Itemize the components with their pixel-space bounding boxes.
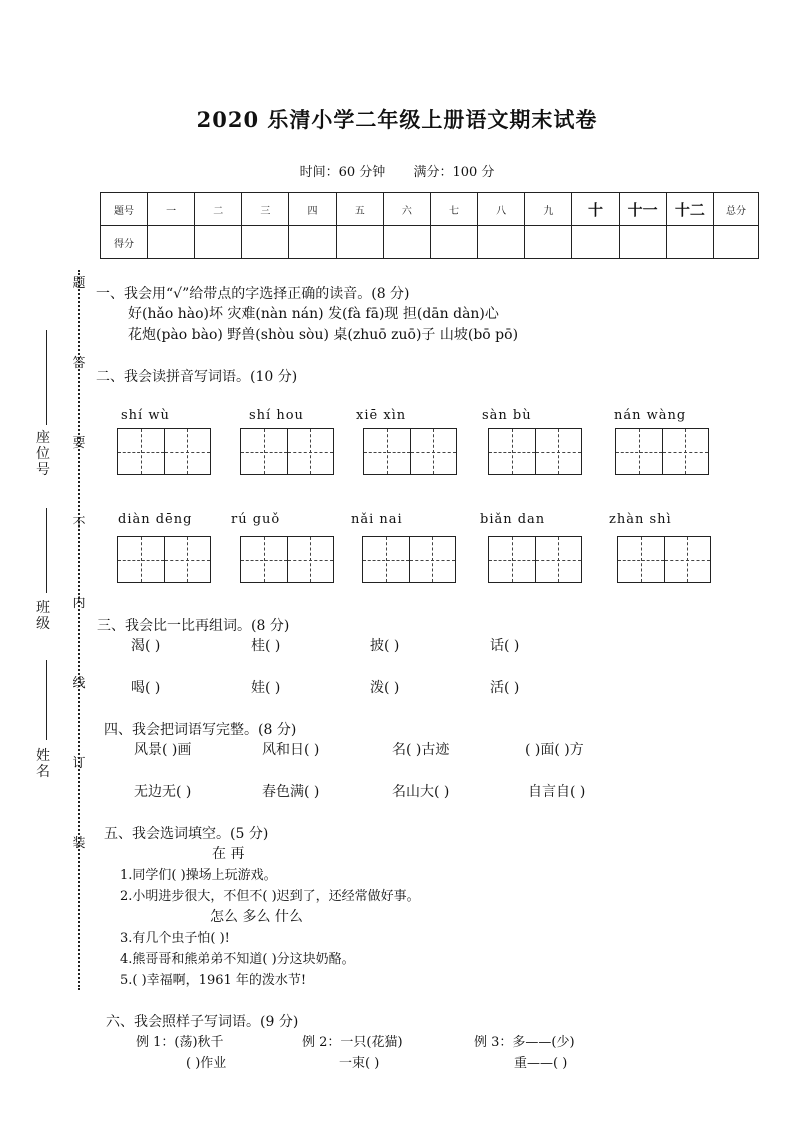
header-cell: 九 [525,193,572,226]
word-blank[interactable]: 泼( ) [370,680,400,696]
score-cell[interactable] [383,226,430,259]
binding-char: 题 [72,276,86,291]
section-3-heading: 三、我会比一比再组词。(8 分) [97,618,290,634]
binding-char: 内 [72,596,86,611]
writing-grid[interactable] [117,536,211,583]
header-cell: 十二 [666,193,713,226]
header-cell: 一 [148,193,195,226]
fill-item[interactable]: 1.同学们( )操场上玩游戏。 [120,868,277,883]
seat-number-label: 座位号 [36,430,54,478]
pinyin-label: nǎi nai [351,512,403,527]
binding-dotted-line [78,270,80,990]
section-6-heading: 六、我会照样子写词语。(9 分) [106,1014,299,1030]
header-cell: 十一 [619,193,666,226]
writing-grid[interactable] [117,428,211,475]
score-row-label: 得分 [101,226,148,259]
binding-char: 装 [72,836,86,851]
header-cell: 五 [336,193,383,226]
name-underline [46,660,47,740]
pinyin-label: sàn bù [482,408,532,423]
binding-char: 不 [72,516,86,531]
header-cell: 三 [242,193,289,226]
score-table-score-row [101,226,759,259]
idiom-blank[interactable]: ( )面( )方 [525,742,584,758]
writing-grid[interactable] [363,428,457,475]
score-cell[interactable] [666,226,713,259]
writing-grid[interactable] [488,428,582,475]
idiom-blank[interactable]: 自言自( ) [528,784,586,800]
word-blank[interactable]: 活( ) [490,680,520,696]
score-cell[interactable] [242,226,289,259]
idiom-blank[interactable]: 名( )古迹 [392,742,450,758]
score-cell[interactable] [525,226,572,259]
binding-char: 线 [72,676,86,691]
binding-char: 要 [72,436,86,451]
answer-blank[interactable]: 重——( ) [514,1056,568,1071]
writing-grid[interactable] [362,536,456,583]
header-cell: 八 [478,193,525,226]
fill-item[interactable]: 4.熊哥哥和熊弟弟不知道( )分这块奶酪。 [120,952,355,967]
header-cell: 六 [383,193,430,226]
pinyin-label: shí wù [121,408,170,423]
idiom-blank[interactable]: 名山大( ) [392,784,450,800]
writing-grid[interactable] [488,536,582,583]
score-cell[interactable] [572,226,619,259]
word-blank[interactable]: 渴( ) [131,638,161,654]
writing-grid[interactable] [615,428,709,475]
word-blank[interactable]: 桂( ) [251,638,281,654]
exam-info [0,161,794,180]
example-item: 例 2：一只(花猫) [302,1035,403,1050]
word-blank[interactable]: 娃( ) [251,680,281,696]
score-cell[interactable] [336,226,383,259]
example-item: 例 3：多——(少) [474,1035,575,1050]
class-underline [46,508,47,593]
pinyin-label: diàn dēng [118,512,193,527]
page-title: 2020 乐清小学二年级上册语文期末试卷 [196,107,598,132]
writing-grid[interactable] [240,428,334,475]
score-cell[interactable] [289,226,336,259]
section-4-heading: 四、我会把词语写完整。(8 分) [104,722,297,738]
answer-blank[interactable]: ( )作业 [186,1056,227,1071]
pinyin-label: rú guǒ [231,512,281,527]
score-cell[interactable] [430,226,477,259]
fill-item[interactable]: 5.( )幸福啊，1961 年的泼水节! [120,973,307,988]
word-blank[interactable]: 话( ) [490,638,520,654]
section-1-heading: 一、我会用“√”给带点的字选择正确的读音。(8 分) [96,286,410,302]
fill-item[interactable]: 2.小明进步很大，不但不( )迟到了，还经常做好事。 [120,889,420,904]
header-cell: 七 [430,193,477,226]
pinyin-label: shí hou [249,408,304,423]
score-table [100,192,759,259]
pinyin-label: zhàn shì [609,512,672,527]
section-2-heading: 二、我会读拼音写词语。(10 分) [96,369,298,385]
score-cell[interactable] [619,226,666,259]
idiom-blank[interactable]: 风和日( ) [262,742,320,758]
seat-underline [46,330,47,425]
binding-char: 答 [72,356,86,371]
pinyin-label: nán wàng [614,408,687,423]
name-label: 姓名 [36,748,54,780]
binding-char: 订 [72,756,86,771]
word-blank[interactable]: 喝( ) [131,680,161,696]
header-cell: 四 [289,193,336,226]
score-cell[interactable] [478,226,525,259]
header-cell: 二 [195,193,242,226]
writing-grid[interactable] [617,536,711,583]
section-1-line-1: 好(hǎo hào)坏 灾难(nàn nán) 发(fà fā)现 担(dān dàn)心 [128,306,499,322]
score-cell[interactable] [195,226,242,259]
pinyin-label: biǎn dan [480,512,546,527]
score-table-header-row [101,193,759,226]
word-choices: 怎么 多么 什么 [210,909,303,925]
header-cell: 总分 [714,193,759,226]
header-cell: 题号 [101,193,148,226]
example-item: 例 1：(荡)秋千 [136,1035,224,1050]
idiom-blank[interactable]: 无边无( ) [134,784,192,800]
score-cell[interactable] [714,226,759,259]
section-1-line-2: 花炮(pào bào) 野兽(shòu sòu) 桌(zhuō zuō)子 山坡(bō pō) [128,327,519,343]
fill-item[interactable]: 3.有几个虫子怕( )! [120,931,230,946]
writing-grid[interactable] [240,536,334,583]
word-choices: 在 再 [212,846,245,862]
exam-time: 时间：60 分钟 [299,165,386,180]
answer-blank[interactable]: 一束( ) [339,1056,380,1071]
header-cell: 十 [572,193,619,226]
word-blank[interactable]: 披( ) [370,638,400,654]
class-label: 班级 [36,600,54,632]
score-cell[interactable] [148,226,195,259]
section-5-heading: 五、我会选词填空。(5 分) [104,826,269,842]
idiom-blank[interactable]: 春色满( ) [262,784,320,800]
exam-full-score: 满分：100 分 [413,165,495,180]
idiom-blank[interactable]: 风景( )画 [134,742,192,758]
pinyin-label: xiē xìn [356,408,407,423]
